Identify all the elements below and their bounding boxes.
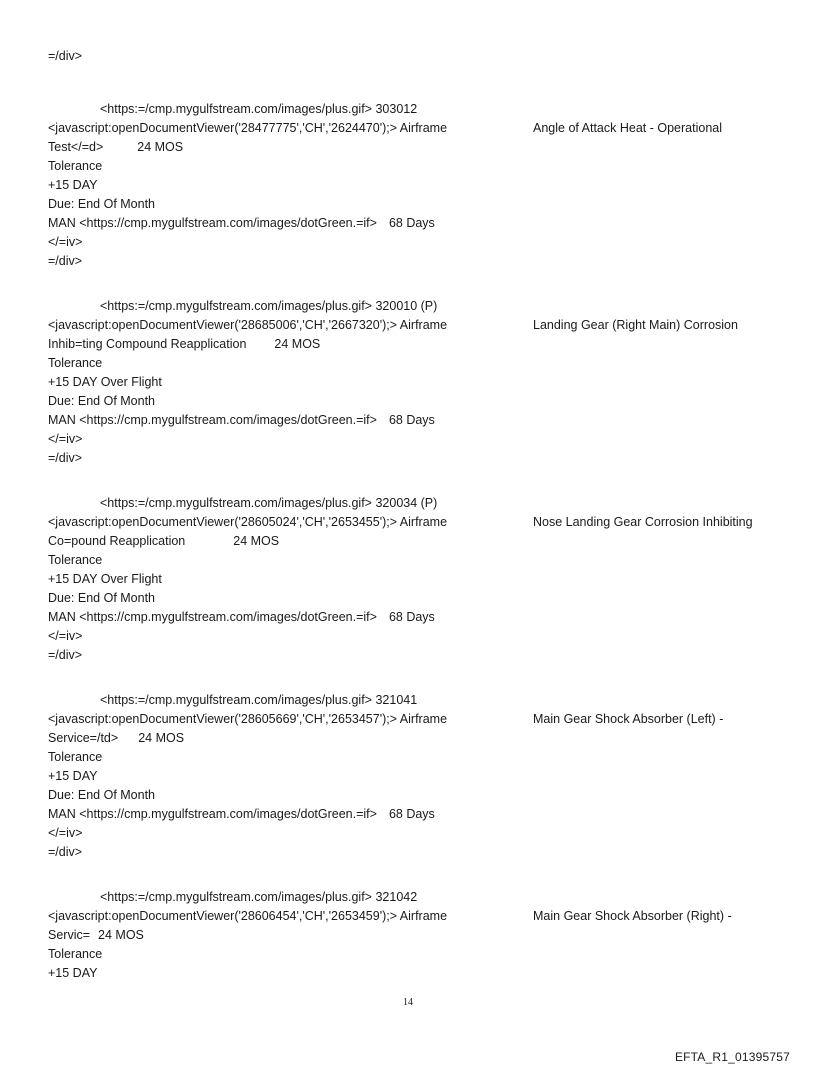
entry-description: Main Gear Shock Absorber (Left) - <box>533 712 724 726</box>
entry-tolerance-label: Tolerance <box>48 553 103 567</box>
entry-continuation-row <box>48 335 320 355</box>
entry-tolerance-label: Tolerance <box>48 947 103 961</box>
entry-description: Nose Landing Gear Corrosion Inhibiting <box>533 515 753 529</box>
entry-man-link[interactable]: MAN <https://cmp.mygulfstream.com/images/dotGreen.=if> <box>48 610 377 624</box>
entry-due: Due: End Of Month <box>48 394 156 408</box>
entry-reference: <https:=/cmp.mygulfstream.com/images/plus.gif> 303012 <box>100 102 418 116</box>
entry-tolerance-value: +15 DAY Over Flight <box>48 572 162 586</box>
entry-tolerance-value: +15 DAY Over Flight <box>48 375 162 389</box>
entry-description: Angle of Attack Heat - Operational <box>533 121 722 135</box>
entry-continuation-row <box>48 926 144 946</box>
entry-due: Due: End Of Month <box>48 197 156 211</box>
entry-viewer-link[interactable]: <javascript:openDocumentViewer('28685006','CH','2667320');> Airframe <box>48 318 448 332</box>
entry-description: Landing Gear (Right Main) Corrosion <box>533 318 738 332</box>
closing-tag: =/div> <box>48 49 83 63</box>
entry-continuation: Test</=d> <box>48 140 104 154</box>
entry-tolerance-label: Tolerance <box>48 750 103 764</box>
entry-tolerance-label: Tolerance <box>48 356 103 370</box>
entry-continuation-row <box>48 138 183 158</box>
entry-continuation: Service=/td> <box>48 731 119 745</box>
entry-man-link[interactable]: MAN <https://cmp.mygulfstream.com/images/dotGreen.=if> <box>48 807 377 821</box>
entry-close-1: </=iv> <box>48 629 83 643</box>
entry-viewer-link[interactable]: <javascript:openDocumentViewer('28477775','CH','2624470');> Airframe <box>48 121 448 135</box>
entry-man-row <box>48 411 435 431</box>
entry-close-2: =/div> <box>48 845 83 859</box>
entry-interval: 24 MOS <box>98 928 144 942</box>
entry-man-row <box>48 608 435 628</box>
entry-interval: 24 MOS <box>274 337 321 351</box>
entry-close-2: =/div> <box>48 648 83 662</box>
entry-due: Due: End Of Month <box>48 591 156 605</box>
entry-viewer-link[interactable]: <javascript:openDocumentViewer('28605669','CH','2653457');> Airframe <box>48 712 448 726</box>
entry-due: Due: End Of Month <box>48 788 156 802</box>
entry-remaining: 68 Days <box>388 216 435 230</box>
entry-tolerance-value: +15 DAY <box>48 178 98 192</box>
entry-viewer-link[interactable]: <javascript:openDocumentViewer('28605024','CH','2653455');> Airframe <box>48 515 448 529</box>
page-number: 14 <box>403 997 413 1008</box>
entry-continuation-row <box>48 532 279 552</box>
entry-close-1: </=iv> <box>48 235 83 249</box>
entry-continuation: Co=pound Reapplication <box>48 534 186 548</box>
entry-viewer-link[interactable]: <javascript:openDocumentViewer('28606454','CH','2653459');> Airframe <box>48 909 448 923</box>
entry-man-link[interactable]: MAN <https://cmp.mygulfstream.com/images/dotGreen.=if> <box>48 413 377 427</box>
entry-man-link[interactable]: MAN <https://cmp.mygulfstream.com/images/dotGreen.=if> <box>48 216 377 230</box>
entry-close-1: </=iv> <box>48 432 83 446</box>
entry-remaining: 68 Days <box>388 413 435 427</box>
entry-close-1: </=iv> <box>48 826 83 840</box>
entry-reference: <https:=/cmp.mygulfstream.com/images/plus.gif> 320034 (P) <box>100 496 438 510</box>
entry-interval: 24 MOS <box>138 731 185 745</box>
entry-tolerance-value: +15 DAY <box>48 769 98 783</box>
entry-continuation: Servic= <box>48 928 91 942</box>
bates-number: EFTA_R1_01395757 <box>674 1050 790 1064</box>
entry-interval: 24 MOS <box>233 534 280 548</box>
entry-description: Main Gear Shock Absorber (Right) - <box>533 909 732 923</box>
entry-interval: 24 MOS <box>137 140 184 154</box>
entry-tolerance-value: +15 DAY <box>48 966 98 980</box>
entry-continuation: Inhib=ting Compound Reapplication <box>48 337 247 351</box>
entry-reference: <https:=/cmp.mygulfstream.com/images/plus.gif> 321041 <box>100 693 418 707</box>
entry-remaining: 68 Days <box>388 807 435 821</box>
entry-remaining: 68 Days <box>388 610 435 624</box>
entry-close-2: =/div> <box>48 451 83 465</box>
entry-reference: <https:=/cmp.mygulfstream.com/images/plus.gif> 320010 (P) <box>100 299 438 313</box>
entry-man-row <box>48 805 435 825</box>
entry-man-row <box>48 214 435 234</box>
entry-tolerance-label: Tolerance <box>48 159 103 173</box>
entry-reference: <https:=/cmp.mygulfstream.com/images/plus.gif> 321042 <box>100 890 418 904</box>
entry-close-2: =/div> <box>48 254 83 268</box>
entry-continuation-row <box>48 729 184 749</box>
